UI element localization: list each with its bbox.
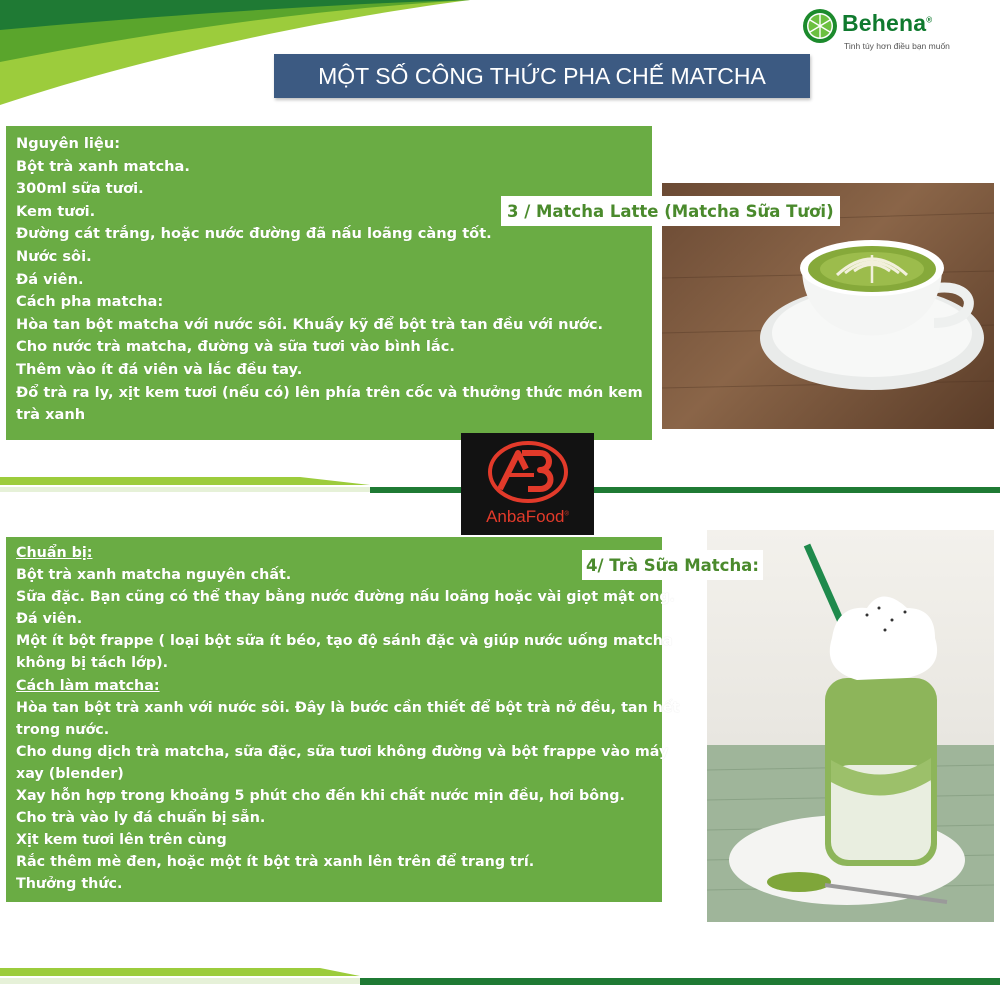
bottom-divider-stripes [0,962,1000,1000]
lime-slice-icon [802,8,838,44]
anbafood-registered-mark: ® [564,511,569,518]
recipe-3-line: Cho nước trà matcha, đường và sữa tươi vào bình lắc. [16,338,455,356]
recipe-4-line: không bị tách lớp). [16,655,169,672]
recipe-3-line: 300ml sữa tươi. [16,180,144,198]
ab-monogram-icon [486,439,570,505]
matcha-frappe-photo [707,530,994,922]
recipe-4-line: trong nước. [16,721,110,738]
page-title: MỘT SỐ CÔNG THỨC PHA CHẾ MATCHA [274,54,810,98]
recipe-3-line: Hòa tan bột matcha với nước sôi. Khuấy kỹ để bột trà tan đều với nước. [16,315,604,333]
recipe-3-line: Đường cát trắng, hoặc nước đường đã nấu loãng càng tốt. [16,225,492,243]
recipe-4-line: Cách làm matcha: [16,677,160,694]
recipe-3-line: Nguyên liệu: [16,135,121,152]
recipe-4-line: xay (blender) [16,765,124,782]
recipe-3-line: trà xanh [16,406,86,424]
recipe-3-line: Đá viên. [16,270,84,288]
recipe-3-line: Cách pha matcha: [16,293,164,311]
recipe-4-line: Hòa tan bột trà xanh với nước sôi. Đây là bước cần thiết để bột trà nở đều, tan hết [16,699,680,716]
recipe-4-line: Cho trà vào ly đá chuẩn bị sẵn. [16,810,266,827]
recipe-4-line: Chuẩn bị: [16,545,93,561]
recipe-4-line: Sữa đặc. Bạn cũng có thể thay bằng nước đường nấu loãng hoặc vài giọt mật ong. [16,589,676,606]
recipe-4-line: Cho dung dịch trà matcha, sữa đặc, sữa tươi không đường và bột frappe vào máy [16,743,669,760]
brand-registered-mark: ® [926,15,933,25]
recipe-4-line: Một ít bột frappe ( loại bột sữa ít béo, tạo độ sánh đặc và giúp nước uống matcha [16,633,673,650]
recipe-4-title: 4/ Trà Sữa Matcha: [582,550,763,580]
recipe-3-line: Kem tươi. [16,202,96,220]
recipe-4-line: Thưởng thức. [16,876,123,893]
brand-name: Behena [842,10,927,36]
brand-tagline: Tinh túy hơn điều bạn muốn [844,41,950,51]
recipe-3-line: Đổ trà ra ly, xịt kem tươi (nếu có) lên phía trên cốc và thưởng thức món kem [16,383,643,401]
recipe-4-line: Bột trà xanh matcha nguyên chất. [16,567,292,584]
recipe-4-line: Rắc thêm mè đen, hoặc một ít bột trà xanh lên trên để trang trí. [16,854,535,871]
recipe-3-title: 3 / Matcha Latte (Matcha Sữa Tươi) [501,196,840,226]
recipe-4-line: Đá viên. [16,611,83,628]
recipe-3-instructions [6,126,652,440]
anbafood-name: AnbaFood [486,507,565,526]
recipe-4-line: Xịt kem tươi lên trên cùng [16,832,227,849]
recipe-3-line: Thêm vào ít đá viên và lắc đều tay. [16,360,303,378]
recipe-3-line: Nước sôi. [16,247,92,265]
recipe-4-line: Xay hỗn hợp trong khoảng 5 phút cho đến khi chất nước mịn đều, hơi bông. [16,788,625,805]
recipe-3-line: Bột trà xanh matcha. [16,157,190,175]
behena-logo [802,8,992,58]
anbafood-logo [461,433,594,535]
